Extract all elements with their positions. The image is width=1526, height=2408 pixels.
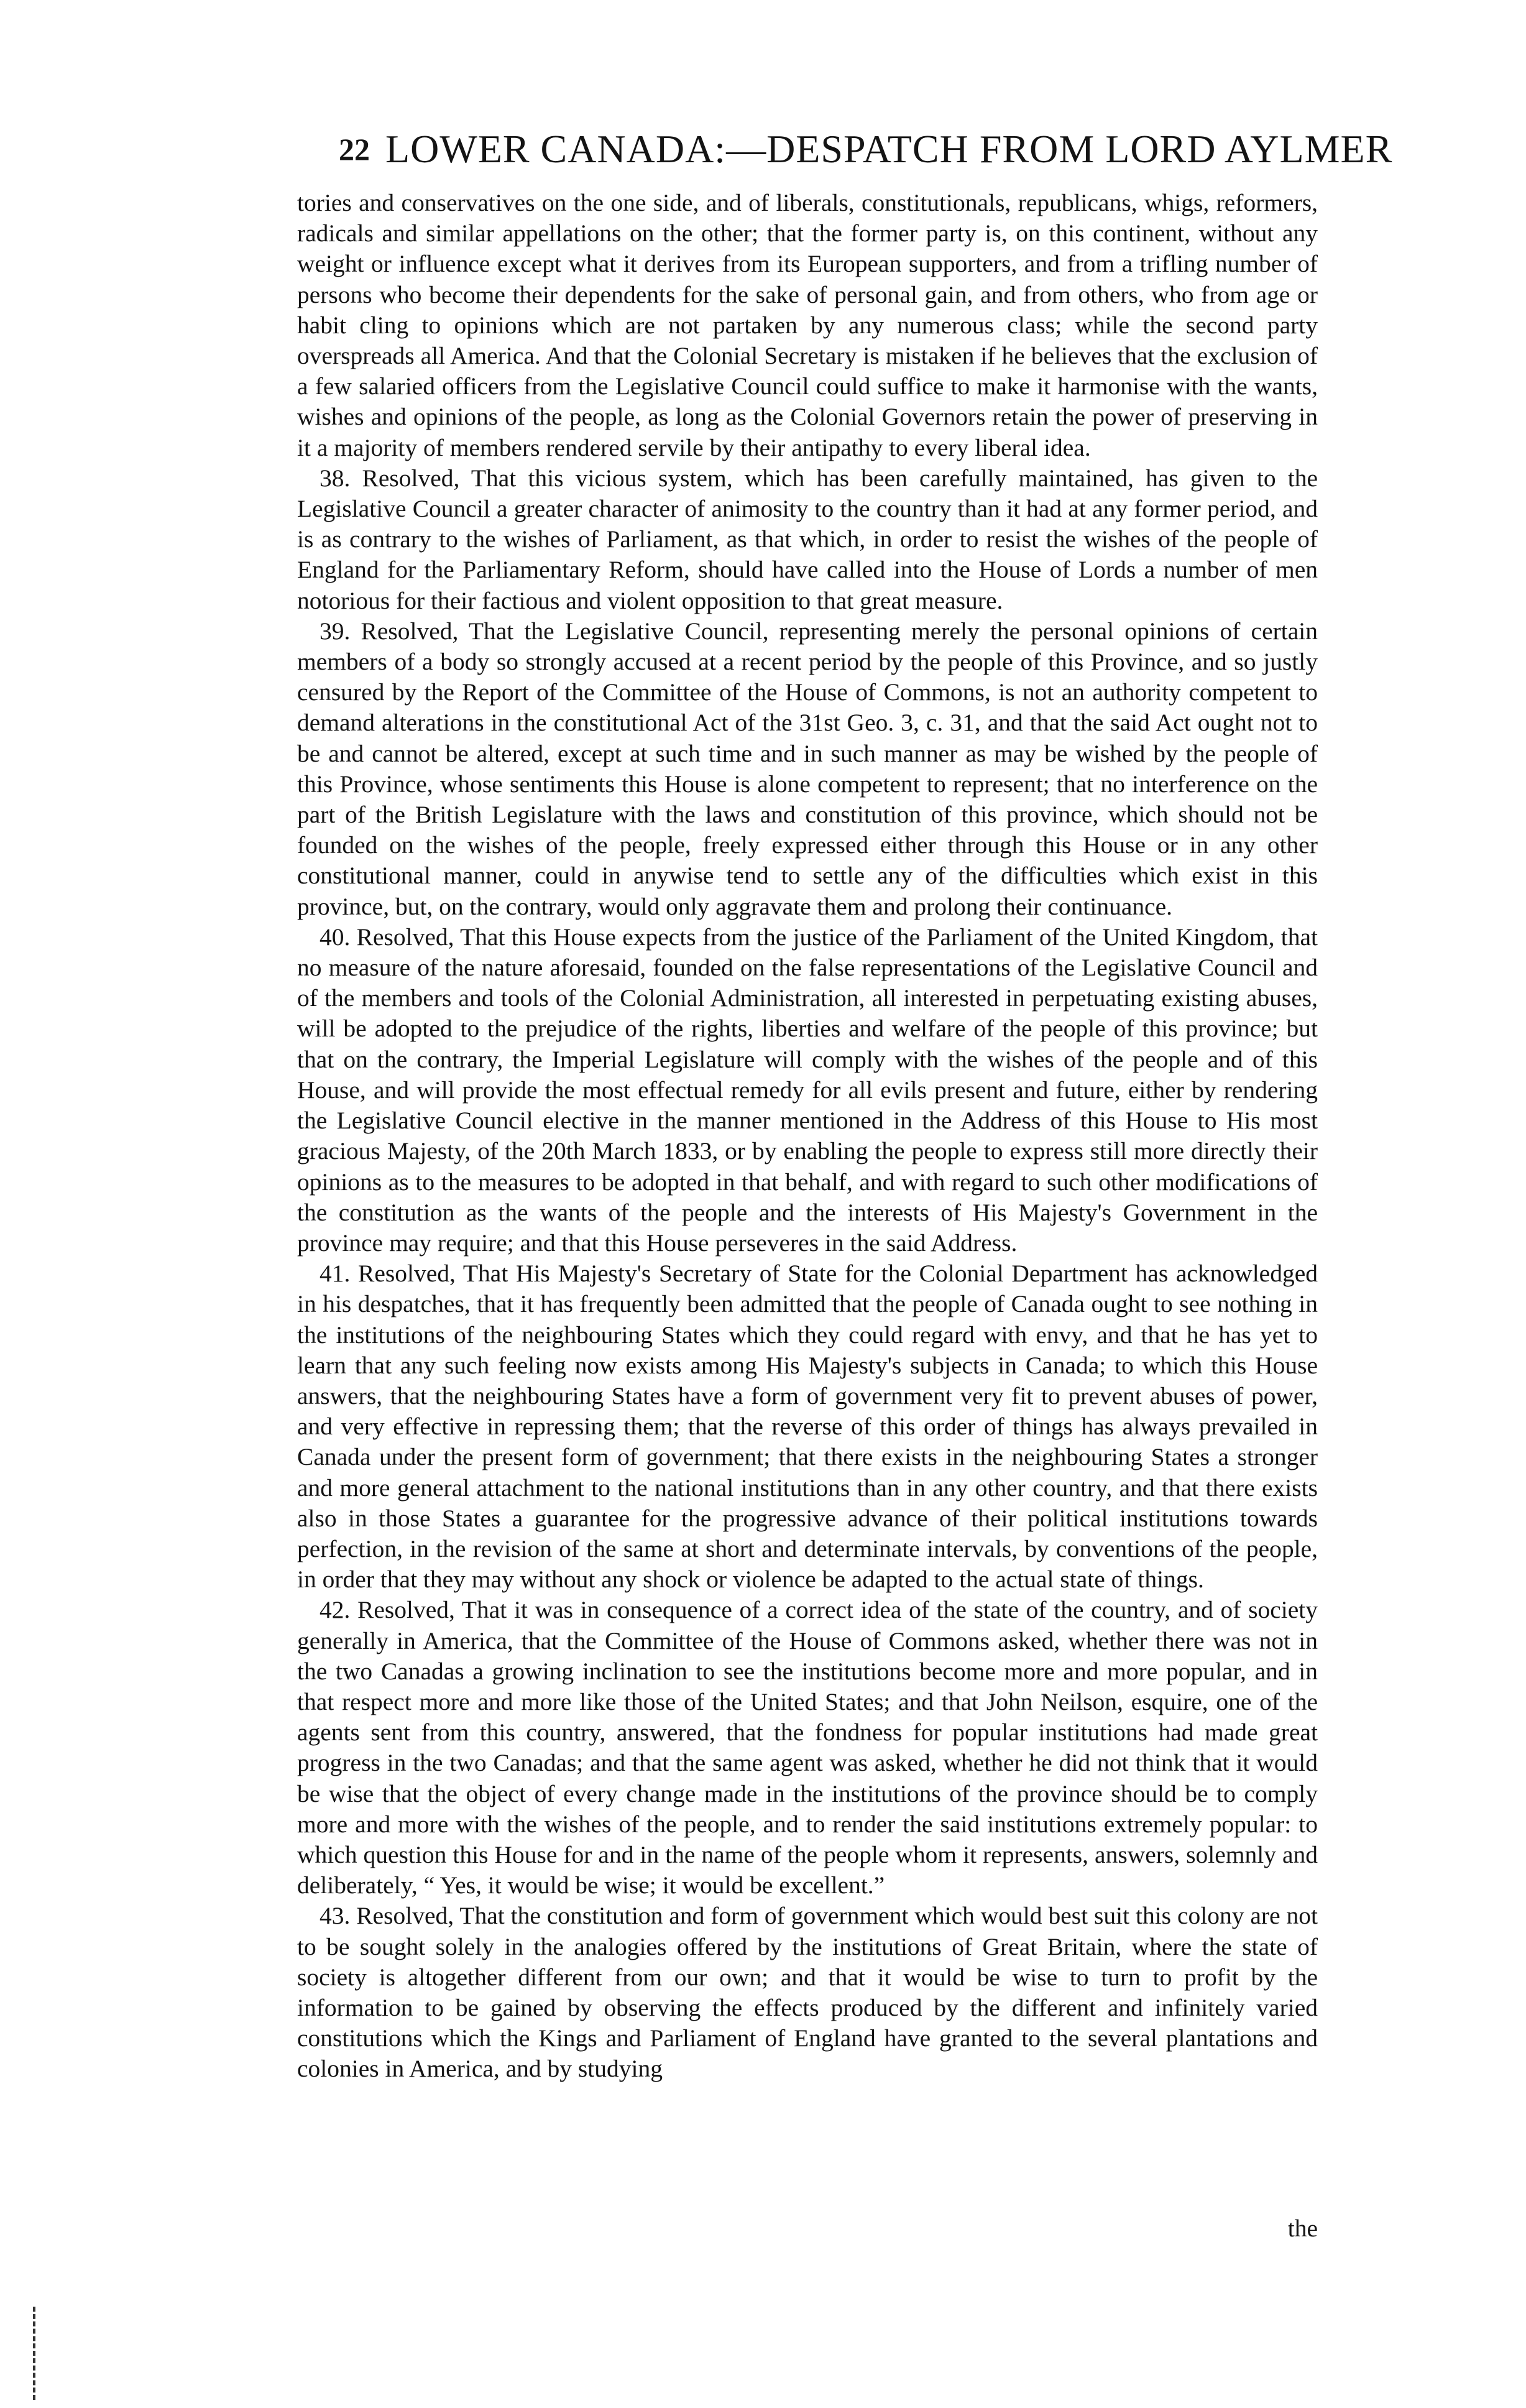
margin-dash-mark — [33, 2307, 38, 2400]
resolution-38: 38. Resolved, That this vicious system, which has been carefully maintained, has given to the Legislative Council a greater character of animosity to the country than it had at any former period, and is as contrary to the wishes of Parliament, as that which, in order to resist the wishes of the people of England for the Parliamentary Reform, should have called into the House of Lords a number of men notorious for their factious and violent opposition to that great measure. — [297, 464, 1318, 614]
body-text — [297, 188, 1318, 2085]
running-title: LOWER CANADA:—DESPATCH FROM LORD AYLMER — [385, 127, 1393, 171]
resolution-39: 39. Resolved, That the Legislative Council, representing merely the personal opinions of certain members of a body so strongly accused at a recent period by the people of this Province, and so justly censured by the Report of the Committee of the House of Commons, is not an authority competent to demand alterations in the constitutional Act of the 31st Geo. 3, c. 31, and that the said Act ought not to be and cannot be altered, except at such time and in such manner as may be wished by the people of this Province, whose sentiments this House is alone competent to represent; that no interference on the part of the British Legislature with the laws and constitution of this province, which should not be founded on the wishes of the people, freely expressed either through this House or in any other constitutional manner, could in anywise tend to settle any of the difficulties which exist in this province, but, on the contrary, would only aggravate them and prolong their continuance. — [297, 617, 1318, 920]
resolution-42: 42. Resolved, That it was in consequence of a correct idea of the state of the country, and of society generally in America, that the Committee of the House of Commons asked, whether there was not in the two Canadas a growing inclination to see the institutions become more and more popular, and in that respect more and more like those of the United States; and that John Neilson, esquire, one of the agents sent from this country, answered, that the fondness for popular institutions had made great progress in the two Canadas; and that the same agent was asked, whether he did not think that it would be wise that the object of every change made in the institutions of the province should be to comply more and more with the wishes of the people, and to render the said institutions extremely popular: to which question this House for and in the name of the people whom it represents, answers, solemnly and deliberately, “ Yes, it would be wise; it would be excellent.” — [297, 1596, 1318, 1899]
resolution-43: 43. Resolved, That the constitution and form of government which would best suit this colony are not to be sought solely in the analogies offered by the institutions of Great Britain, where the state of society is altogether different from our own; and that it would be wise to turn to profit by the information to be gained by observing the effects produced by the different and infinitely varied constitutions which the Kings and Parliament of England have granted to the several plantations and colonies in America, and by studying — [297, 1902, 1318, 2083]
page-header — [0, 124, 1526, 174]
resolution-41: 41. Resolved, That His Majesty's Secretary of State for the Colonial Department has acknowledged in his despatches, that it has frequently been admitted that the people of Canada ought to see nothing in the institutions of the neighbouring States which they could regard with envy, and that he has yet to learn that any such feeling now exists among His Majesty's subjects in Canada; to which this House answers, that the neighbouring States have a form of government very fit to prevent abuses of power, and very effective in repressing them; that the reverse of this order of things has always prevailed in Canada under the present form of government; that there exists in the neighbouring States a stronger and more general attachment to the national institutions than in any other country, and that there exists also in those States a guarantee for the progressive advance of their political institutions towards perfection, in the revision of the same at short and determinate intervals, by conventions of the people, in order that they may without any shock or violence be adapted to the actual state of things. — [297, 1260, 1318, 1594]
paragraph-continuation: tories and conservatives on the one side, and of liberals, constitutionals, republicans, whigs, reformers, radicals and similar appellations on the other; that the former party is, on this continent, without any weight or influence except what it derives from its European supporters, and from a trifling number of persons who become their dependents for the sake of personal gain, and from others, who from age or habit cling to opinions which are not partaken by any numerous class; while the second party overspreads all America. And that the Colonial Secretary is mistaken if he believes that the exclusion of a few salaried officers from the Legislative Council could suffice to make it harmonise with the wants, wishes and opinions of the people, as long as the Colonial Governors retain the power of preserving in it a majority of members rendered servile by their antipathy to every liberal idea. — [297, 189, 1318, 461]
page-number: 22 — [339, 132, 370, 167]
resolution-40: 40. Resolved, That this House expects from the justice of the Parliament of the United Kingdom, that no measure of the nature aforesaid, founded on the false representations of the Legislative Council and of the members and tools of the Colonial Administration, all interested in perpetuating existing abuses, will be adopted to the prejudice of the rights, liberties and welfare of the people of this province; but that on the contrary, the Imperial Legislature will comply with the wishes of the people and of this House, and will provide the most effectual remedy for all evils present and future, either by rendering the Legislative Council elective in the manner mentioned in the Address of this House to His most gracious Majesty, of the 20th March 1833, or by enabling the people to express still more directly their opinions as to the measures to be adopted in that behalf, and with regard to such other modifications of the constitution as the wants of the people and the interests of His Majesty's Government in the province may require; and that this House perseveres in the said Address. — [297, 923, 1318, 1257]
catchword: the — [1287, 2215, 1318, 2242]
